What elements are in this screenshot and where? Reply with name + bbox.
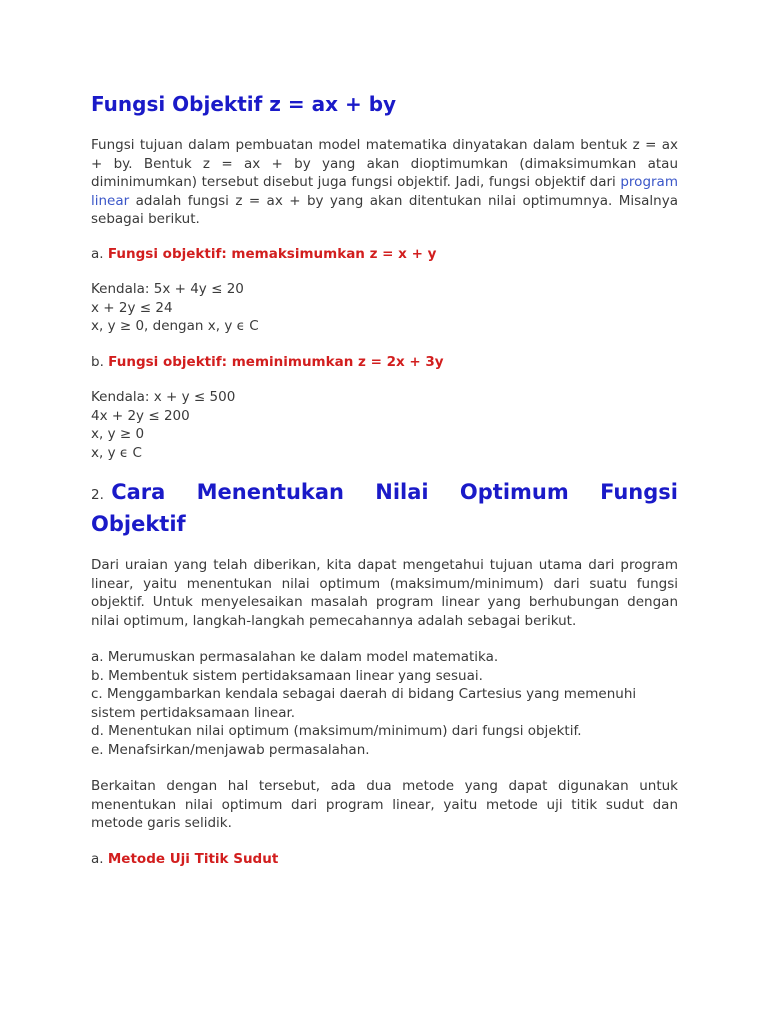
method-a-heading	[91, 850, 678, 869]
constraint-line: x, y ≥ 0	[91, 426, 145, 442]
constraint-line: x, y ≥ 0, dengan x, y ϵ C	[91, 318, 259, 334]
method-a-label: a.	[91, 850, 104, 867]
title-word: Nilai	[375, 480, 429, 504]
section-number: 2.	[91, 487, 104, 503]
method-a-title: Metode Uji Titik Sudut	[107, 850, 279, 867]
example-a-heading	[91, 245, 678, 264]
conclusion-paragraph: Berkaitan dengan hal tersebut, ada dua metode yang dapat digunakan untuk menentukan nilai optimum dari program linear, yaitu metode uji titik sudut dan metode garis selidik.	[91, 778, 678, 831]
example-a-label: a.	[91, 245, 104, 262]
section-title-first-word	[91, 478, 165, 510]
title-word: Optimum	[459, 480, 569, 504]
document-content	[91, 90, 678, 868]
example-b-label: b.	[91, 353, 104, 370]
constraint-line: x, y ϵ C	[91, 444, 142, 461]
section2-intro-paragraph: Dari uraian yang telah diberikan, kita dapat mengetahui tujuan utama dari program linear, yaitu menentukan nilai optimum (maksimum/minimum) dari suatu fungsi objektif. Untuk menyelesaikan masalah program linear yang berhubungan dengan nilai optimum, langkah-langkah pemecahannya adalah sebagai berikut.	[91, 557, 678, 629]
constraint-line: 4x + 2y ≤ 200	[91, 407, 190, 424]
steps-list	[91, 648, 678, 759]
title-word: Fungsi	[600, 480, 678, 504]
list-item: b. Membentuk sistem pertidaksamaan linear yang sesuai.	[91, 667, 483, 684]
section-title-cara-menentukan	[91, 478, 678, 539]
list-item: c. Menggambarkan kendala sebagai daerah di bidang Cartesius yang memenuhi sistem pertidaksamaan linear.	[91, 686, 637, 721]
constraint-line: x + 2y ≤ 24	[91, 299, 173, 316]
section-title-line-1	[91, 478, 678, 510]
example-a-title: Fungsi objektif: memaksimumkan z = x + y	[107, 245, 437, 262]
section-title-fungsi-objektif: Fungsi Objektif z = ax + by	[91, 92, 397, 116]
example-a-constraints	[91, 280, 678, 336]
constraint-line: Kendala: 5x + 4y ≤ 20	[91, 281, 244, 297]
list-item: d. Menentukan nilai optimum (maksimum/minimum) dari fungsi objektif.	[91, 723, 582, 739]
title-word: Menentukan	[196, 480, 344, 504]
program-linear-link[interactable]: program linear	[91, 174, 678, 209]
section-title-line-2: Objektif	[91, 512, 186, 536]
title-word: Cara	[111, 480, 166, 504]
intro-text-pre: Fungsi tujuan dalam pembuatan model matematika dinyatakan dalam bentuk z = ax + by. Bentuk z = ax + by yang akan dioptimumkan (dimaksimumkan atau diminimumkan) tersebut disebut juga fungsi objektif. Jadi, fungsi objektif dari	[91, 137, 678, 190]
list-item: a. Merumuskan permasalahan ke dalam model matematika.	[91, 649, 499, 665]
constraint-line: Kendala: x + y ≤ 500	[91, 389, 236, 405]
intro-paragraph	[91, 136, 678, 229]
list-item: e. Menafsirkan/menjawab permasalahan.	[91, 741, 370, 758]
example-b-heading	[91, 353, 678, 372]
example-b-title: Fungsi objektif: meminimumkan z = 2x + 3y	[108, 353, 444, 370]
intro-text-post: adalah fungsi z = ax + by yang akan ditentukan nilai optimumnya. Misalnya sebagai berikut.	[91, 192, 678, 227]
example-b-constraints	[91, 388, 678, 462]
